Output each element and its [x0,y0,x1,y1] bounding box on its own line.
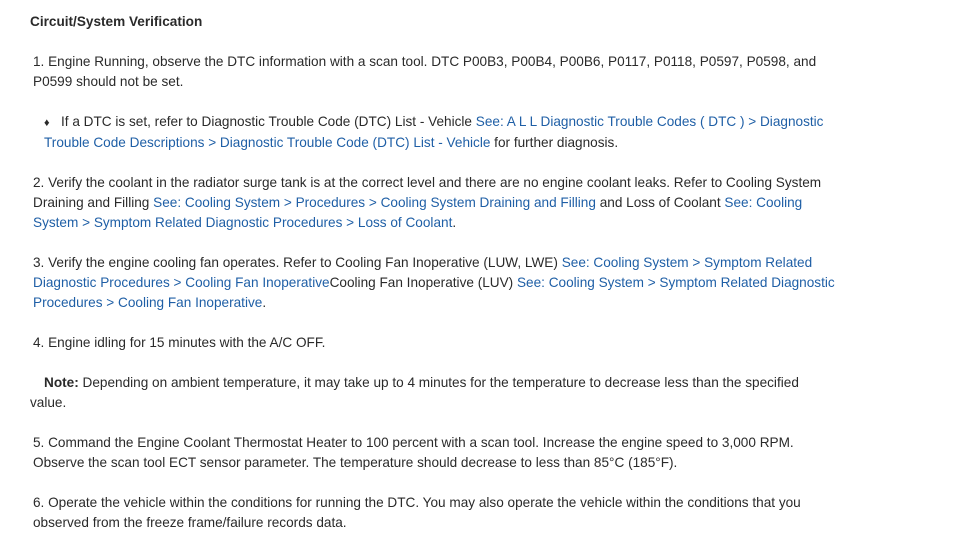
step-5-text: 5. Command the Engine Coolant Thermostat Heater to 100 percent with a scan tool. Increase the engine speed to 3,000 RPM. Observe the scan tool ECT sensor parameter. The temperature should decrease to less than 85°C (185°F). [33,435,794,470]
step-3-text: 3. Verify the engine cooling fan operates. Refer to Cooling Fan Inoperative (LUW, LWE) [33,255,562,270]
loss-of-coolant-link[interactable]: See: Cooling System > Symptom Related Diagnostic Procedures > Loss of Coolant [33,195,803,230]
step-1-bullet-text: If a DTC is set, refer to Diagnostic Trouble Code (DTC) List - Vehicle [61,114,476,129]
cooling-fan-inoperative-link-1[interactable]: See: Cooling System > Symptom Related Diagnostic Procedures > Cooling Fan Inoperative [33,255,813,290]
step-2-text-mid: and Loss of Coolant [595,195,725,210]
diamond-bullet-icon: ♦ [44,117,50,129]
step-3-text-mid: Cooling Fan Inoperative (LUV) [329,275,517,290]
step-2-text-end: . [452,215,457,230]
step-1-text: 1. Engine Running, observe the DTC information with a scan tool. DTC P00B3, P00B4, P00B6, P0117, P0118, P0597, P0598, and P0599 should not be set. [33,54,817,89]
note-text: Depending on ambient temperature, it may take up to 4 minutes for the temperature to decrease less than the specified value. [30,375,799,410]
step-2 [30,173,835,233]
step-6 [30,493,835,533]
draining-filling-link[interactable]: See: Cooling System > Procedures > Cooling System Draining and Filling [153,195,596,210]
step-5 [30,433,835,473]
step-4 [30,333,835,353]
note-label: Note: [44,375,79,390]
step-1 [30,52,835,92]
step-2-text: 2. Verify the coolant in the radiator surge tank is at the correct level and there are no engine coolant leaks. Refer to Cooling System Draining and Filling [33,175,822,210]
cooling-fan-inoperative-link-2[interactable]: See: Cooling System > Symptom Related Diagnostic Procedures > Cooling Fan Inoperative [33,275,835,310]
note [30,373,835,413]
step-4-text: 4. Engine idling for 15 minutes with the A/C OFF. [33,335,326,350]
section-title: Circuit/System Verification [30,14,203,29]
document-body [30,12,835,533]
dtc-list-link[interactable]: See: A L L Diagnostic Trouble Codes ( DTC ) > Diagnostic Trouble Code Descriptions > Diagnostic Trouble Code (DTC) List - Vehicle [44,114,824,150]
step-1-bullet-text-end: for further diagnosis. [490,135,619,150]
step-6-text: 6. Operate the vehicle within the conditions for running the DTC. You may also operate the vehicle within the conditions that you observed from the freeze frame/failure records data. [33,495,801,530]
step-3 [30,253,835,313]
step-3-text-end: . [262,295,267,310]
step-1-bullet [30,112,835,153]
